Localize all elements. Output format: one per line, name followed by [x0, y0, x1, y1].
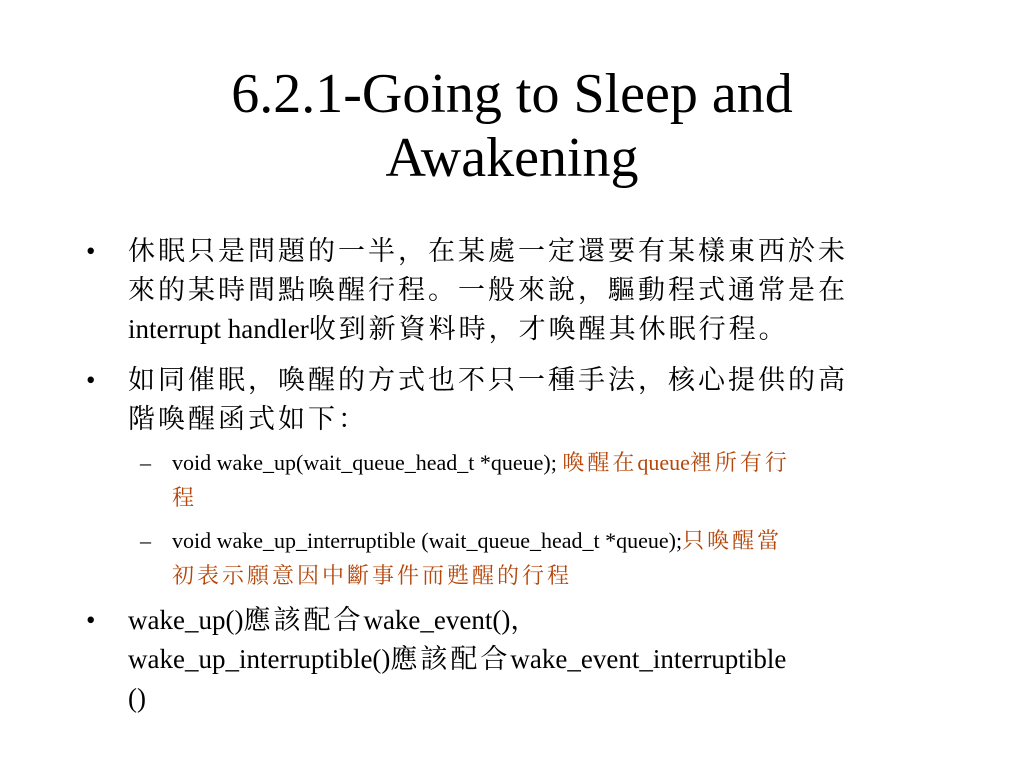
subitem-1-line-2: 程 — [172, 485, 198, 510]
slide-title — [60, 62, 964, 190]
bullet-marker: • — [86, 365, 96, 395]
bullet-1-line-3 — [128, 310, 952, 349]
bullet-3-line-1 — [128, 601, 952, 640]
wake-up-interruptible-call: wake_up_interruptible() — [128, 644, 391, 674]
interrupt-handler-term: interrupt handler — [128, 314, 309, 344]
bullet-item-sleep-half — [82, 232, 952, 349]
wake-event-call: wake_event()， — [363, 605, 538, 635]
subitem-wake-up — [128, 445, 952, 515]
bullet-2-line-2: 階喚醒函式如下： — [128, 404, 368, 434]
bullet-2-line-1: 如同催眠，喚醒的方式也不只一種手法，核心提供的高 — [128, 365, 848, 395]
wake-up-note-c: 裡所有行 — [689, 450, 790, 475]
wake-event-interruptible-call: wake_event_interruptible — [510, 644, 787, 674]
bullet-item-wakeup-functions — [82, 361, 952, 439]
subitem-1-line-1 — [172, 445, 952, 480]
bullet-item-wake-event-pairing — [82, 601, 952, 718]
title-line-2: Awakening — [385, 127, 639, 189]
should-match-text: 應該配合 — [243, 605, 364, 635]
wake-up-note-a: 喚醒在 — [562, 450, 638, 475]
slide-body — [82, 232, 952, 730]
bullet-marker: • — [86, 605, 96, 635]
wake-up-note-b: queue — [637, 450, 690, 475]
bullet-1-line-3-text: 收到新資料時，才喚醒其休眠行程。 — [308, 314, 789, 344]
bullet-1-line-2: 來的某時間點喚醒行程。一般來說，驅動程式通常是在 — [128, 275, 848, 305]
title-line-1: 6.2.1-Going to Sleep and — [231, 63, 793, 125]
wake-up-interruptible-note-a: 只喚醒當 — [682, 528, 783, 553]
bullet-1-line-1: 休眠只是問題的一半，在某處一定還要有某樣東西於未 — [128, 236, 848, 266]
subitem-2-line-2: 初表示願意因中斷事件而甦醒的行程 — [172, 563, 573, 588]
bullet-3-line-2 — [128, 640, 952, 679]
bullet-marker: • — [86, 236, 96, 266]
wake-up-signature: void wake_up(wait_queue_head_t *queue); — [172, 450, 563, 475]
wake-up-call: wake_up() — [128, 605, 244, 635]
wake-up-interruptible-signature: void wake_up_interruptible (wait_queue_head_t *queue); — [172, 528, 683, 553]
should-match-text: 應該配合 — [390, 644, 511, 674]
bullet-3-line-3: () — [128, 683, 146, 713]
subitem-2-line-1 — [172, 523, 952, 558]
dash-marker: – — [140, 528, 151, 553]
dash-marker: – — [140, 450, 151, 475]
subitem-wake-up-interruptible — [128, 523, 952, 593]
